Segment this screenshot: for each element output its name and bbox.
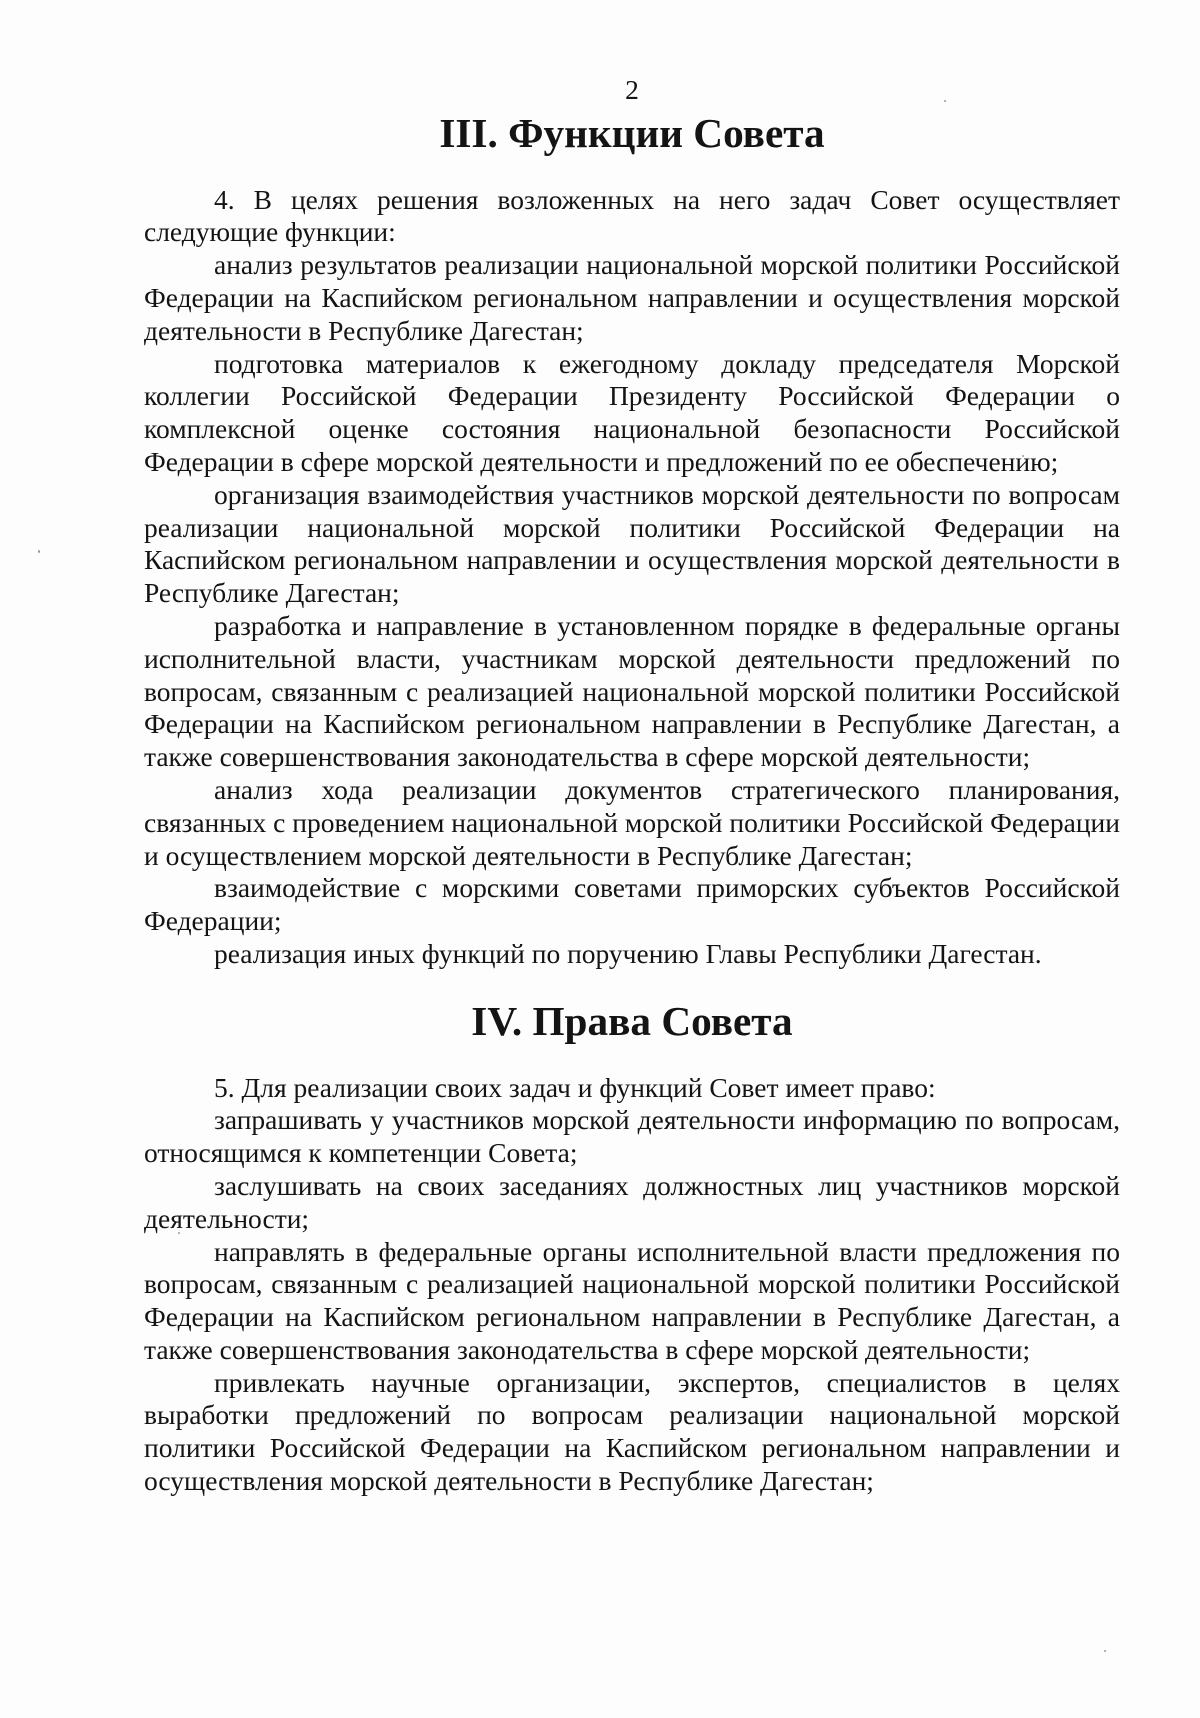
section-functions [144, 184, 1120, 971]
section-title-rights: IV. Права Совета [471, 997, 793, 1044]
paragraph: разработка и направление в установленном порядке в федеральные органы исполнительной власти, участникам морской деятельности предложений по вопросам, связанным с реализацией национальной морской политики Российской Федерации на Каспийском региональном направлении в Республике Дагестан, а также совершенствования законодательства в сфере морской деятельности; [144, 609, 1120, 773]
scan-speck [38, 550, 40, 553]
page-number: 2 [625, 74, 639, 105]
paragraph: 4. В целях решения возложенных на него задач Совет осуществляет следующие функции: [144, 183, 1120, 248]
paragraph: подготовка материалов к ежегодному докладу председателя Морской коллегии Российской Федерации Президенту Российской Федерации о комплексной оценке состояния национальной безопасности Российской Федерации в сфере морской деятельности и предложений по ее обеспечению; [144, 347, 1120, 477]
paragraph: запрашивать у участников морской деятельности информацию по вопросам, относящимся к компетенции Совета; [144, 1104, 1120, 1169]
section-rights [144, 1072, 1120, 1498]
paragraph: заслушивать на своих заседаниях должностных лиц участников морской деятельности; [144, 1169, 1120, 1234]
paragraph: взаимодействие с морскими советами приморских субъектов Российской Федерации; [144, 872, 1120, 937]
paragraph: организация взаимодействия участников морской деятельности по вопросам реализации национальной морской политики Российской Федерации на Каспийском региональном направлении и осуществления морской деятельности в Республике Дагестан; [144, 478, 1120, 609]
scan-speck [1104, 1650, 1106, 1652]
paragraph: реализация иных функций по поручению Главы Республики Дагестан. [214, 937, 1042, 969]
paragraph: направлять в федеральные органы исполнительной власти предложения по вопросам, связанным с реализацией национальной морской политики Российской Федерации на Каспийском региональном направлении в Республике Дагестан, а также совершенствования законодательства в сфере морской деятельности; [144, 1235, 1120, 1365]
document-body [144, 74, 1120, 1498]
paragraph: привлекать научные организации, экспертов, специалистов в целях выработки предложений по вопросам реализации национальной морской политики Российской Федерации на Каспийском региональном направлении и осуществления морской деятельности в Республике Дагестан; [144, 1366, 1120, 1497]
paragraph: анализ хода реализации документов стратегического планирования, связанных с проведением национальной морской политики Российской Федерации и осуществлением морской деятельности в Республике Дагестан; [144, 773, 1120, 871]
paragraph: анализ результатов реализации национальной морской политики Российской Федерации на Каспийском региональном направлении и осуществления морской деятельности в Республике Дагестан; [144, 249, 1120, 346]
section-title-functions: III. Функции Совета [439, 109, 825, 156]
paragraph: 5. Для реализации своих задач и функций Совет имеет право: [214, 1071, 936, 1103]
